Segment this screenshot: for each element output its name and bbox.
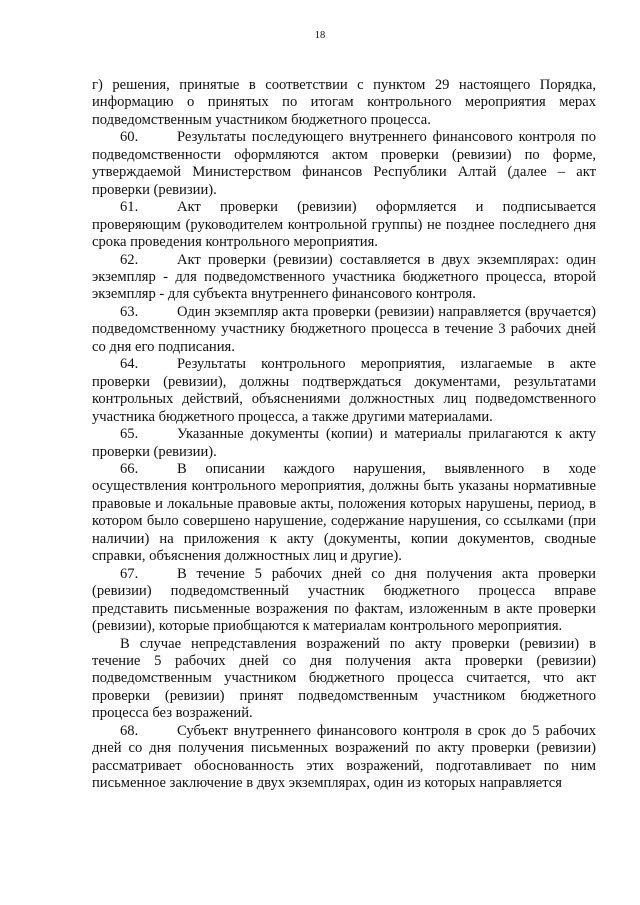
paragraph-68 (92, 723, 596, 793)
paragraph-67-continuation (92, 636, 596, 723)
paragraph-number: 67. (120, 565, 139, 582)
paragraph-number: 60. (120, 129, 139, 146)
paragraph-number: 61. (120, 199, 139, 216)
paragraph-66 (92, 461, 596, 566)
paragraph-text: Результаты контрольного мероприятия, излагаемые в акте проверки (ревизии), должны подтверждаться документами, результатами контрольных действий, объяснениями должностных лиц подведомственного участника бюджетного процесса, а также другими материалами. (92, 356, 596, 425)
paragraph-number: 66. (120, 460, 139, 477)
paragraph-text: Один экземпляр акта проверки (ревизии) направляется (вручается) подведомственному участнику бюджетного процесса в течение 3 рабочих дней со дня его подписания. (92, 303, 596, 355)
paragraph-text: В случае непредставления возражений по акту проверки (ревизии) в течение 5 рабочих дней со дня получения акта проверки (ревизии) подведомственным участником бюджетного процесса считается, что акт проверки (ревизии) принят подведомственным участником бюджетного процесса без возражений. (92, 635, 596, 722)
paragraph-text: Субъект внутреннего финансового контроля в срок до 5 рабочих дней со дня получения письменных возражений по акту проверки (ревизии) рассматривает обоснованность этих возражений, подготавливает по ним письменное заключение в двух экземплярах, один из которых направляется (92, 722, 596, 792)
paragraph-number: 68. (120, 722, 139, 739)
paragraph-number: 62. (120, 251, 139, 268)
paragraph-text: В описании каждого нарушения, выявленного в ходе осуществления контрольного мероприятия, должны быть указаны нормативные правовые и локальные правовые акты, положения которых нарушены, период, в котором было совершено нарушение, содержание нарушения, со ссылками (при наличии) на приложения к акту (документы, копии документов, сводные справки, объяснения должностных лиц и другие). (92, 460, 596, 565)
paragraph-text: Акт проверки (ревизии) оформляется и подписывается проверяющим (руководителем контрольной группы) не позднее последнего дня срока проведения контрольного мероприятия. (92, 199, 596, 251)
page-number: 18 (314, 30, 326, 41)
paragraph-number: 63. (120, 303, 139, 320)
paragraph-62 (92, 252, 596, 304)
paragraph-text: г) решения, принятые в соответствии с пунктом 29 настоящего Порядка, информацию о принятых по итогам контрольного мероприятия мерах подведомственным участником бюджетного процесса. (92, 77, 596, 128)
paragraph-text: Результаты последующего внутреннего финансового контроля по подведомственности оформляются актом проверки (ревизии) по форме, утверждаемой Министерством финансов Республики Алтай (далее – акт проверки (ревизии). (92, 129, 596, 198)
paragraph-63 (92, 304, 596, 356)
document-body (92, 77, 596, 793)
paragraph-text: Акт проверки (ревизии) составляется в двух экземплярах: один экземпляр - для подведомственного участника бюджетного процесса, второй экземпляр - для субъекта внутреннего финансового контроля. (92, 251, 596, 303)
paragraph-number: 64. (120, 356, 139, 373)
paragraph-subitem-g (92, 77, 596, 129)
paragraph-60 (92, 129, 596, 199)
paragraph-text: Указанные документы (копии) и материалы прилагаются к акту проверки (ревизии). (92, 426, 596, 460)
paragraph-text: В течение 5 рабочих дней со дня получения акта проверки (ревизии) подведомственный участник бюджетного процесса вправе представить письменные возражения по фактам, изложенным в акте проверки (ревизии), которые приобщаются к материалам контрольного мероприятия. (92, 565, 596, 635)
paragraph-number: 65. (120, 426, 139, 443)
paragraph-67 (92, 566, 596, 636)
paragraph-65 (92, 426, 596, 461)
paragraph-64 (92, 356, 596, 426)
paragraph-61 (92, 199, 596, 251)
